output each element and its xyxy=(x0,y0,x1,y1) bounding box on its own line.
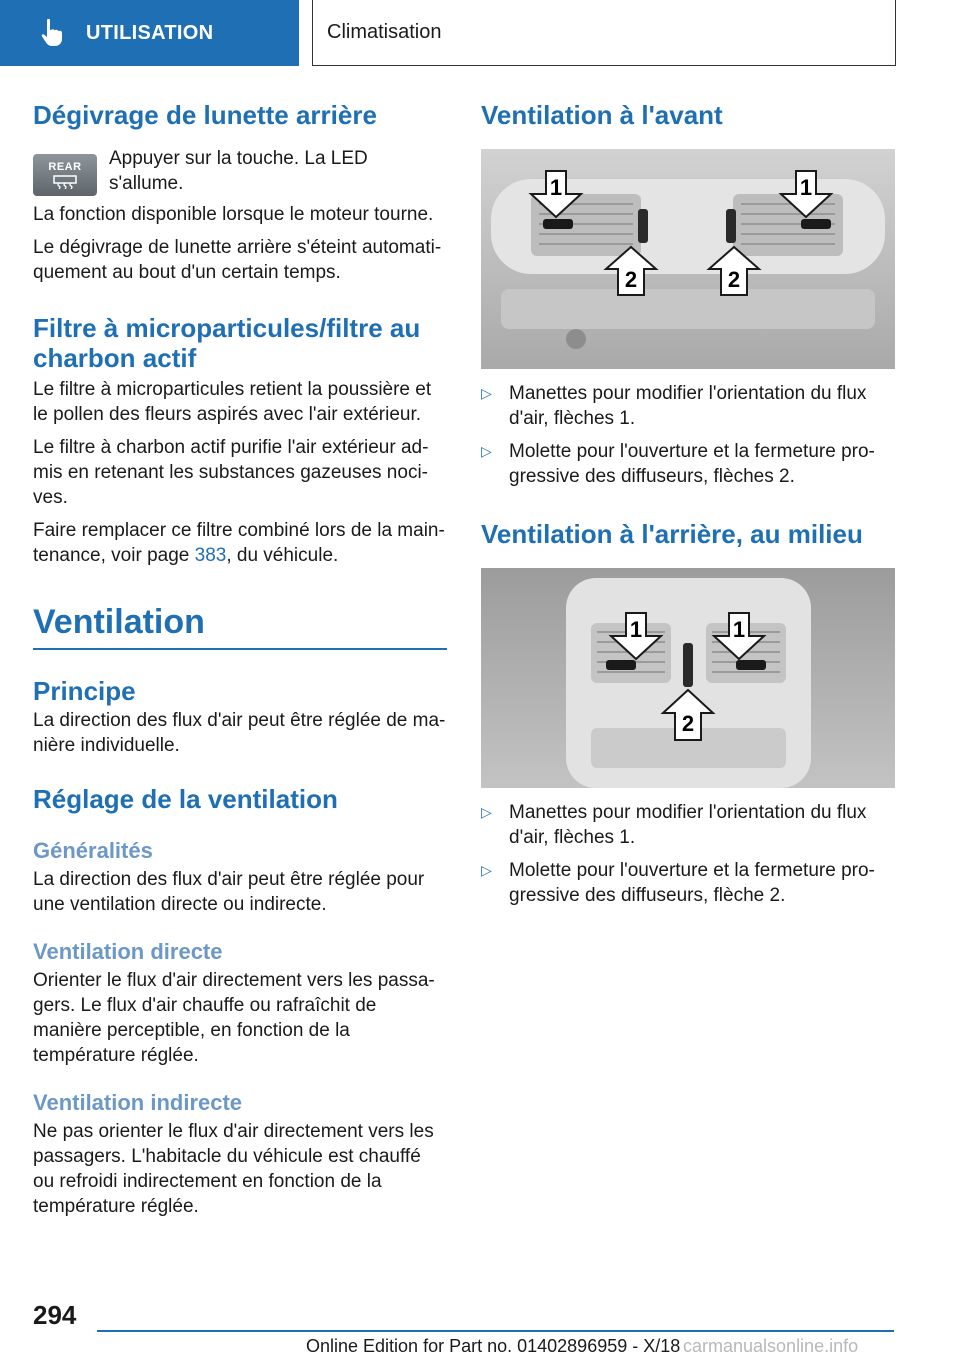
front-callout-2-left-label: 2 xyxy=(624,267,638,292)
indirecte-heading: Ventilation indirecte xyxy=(33,1090,243,1115)
section-tab xyxy=(0,0,299,66)
list-item: ▷ Molette pour l'ouverture et la fermeture progressive des diffuseurs, flèches 2. xyxy=(481,441,875,487)
edition-text: Online Edition for Part no. 01402896959 - X/18 xyxy=(306,1336,681,1356)
generalites-heading: Généralités xyxy=(33,838,153,863)
triangle-bullet-icon: ▷ xyxy=(481,862,492,878)
front-vents-photo xyxy=(481,149,895,369)
front-ventilation-heading: Ventilation à l'avant xyxy=(481,100,723,130)
rear-callout-1-right-label: 1 xyxy=(732,617,746,642)
triangle-bullet-icon: ▷ xyxy=(481,443,492,459)
rear-defrost-step: Appuyer sur la touche. La LED s'allume. xyxy=(109,148,368,194)
filter-text-1: Le filtre à microparticules retient la poussière et le pollen des fleurs aspirés avec l'air extérieur. xyxy=(33,379,432,425)
left-column xyxy=(33,100,447,1219)
front-bullet-list xyxy=(481,381,895,489)
rear-defrost-note: La fonction disponible lorsque le moteur tourne. xyxy=(33,204,434,225)
triangle-bullet-icon: ▷ xyxy=(481,385,492,401)
section-label: UTILISATION xyxy=(86,21,214,44)
right-column xyxy=(481,100,895,908)
front-callout-2-right-label: 2 xyxy=(727,267,741,292)
list-item: ▷ Manettes pour modifier l'orientation du flux d'air, flèches 1. xyxy=(481,802,867,848)
rear-vents-photo xyxy=(481,568,895,788)
rear-bullet-list xyxy=(481,800,895,908)
rear-ventilation-heading: Ventilation à l'arrière, au milieu xyxy=(481,519,863,549)
filter-text-3: Faire remplacer ce filtre combiné lors de la maintenance, voir page 383, du véhicule. xyxy=(33,520,445,566)
indirecte-text: Ne pas orienter le flux d'air directement vers les passagers. L'habitacle du véhicule est chauffé ou refroidi indirectement en fonction de la température réglée. xyxy=(33,1121,434,1217)
generalites-text: La direction des flux d'air peut être réglée pour une ventilation directe ou indirecte. xyxy=(33,869,425,915)
rear-button-label: REAR xyxy=(48,161,82,173)
rear-defrost-block xyxy=(33,146,447,285)
rear-defrost-icon xyxy=(33,154,97,196)
rear-defrost-heading: Dégivrage de lunette arrière xyxy=(33,100,377,130)
list-item: ▷ Molette pour l'ouverture et la fermeture progressive des diffuseurs, flèche 2. xyxy=(481,860,875,906)
rear-defrost-auto-off: Le dégivrage de lunette arrière s'éteint automatiquement au bout d'un certain temps. xyxy=(33,237,442,283)
pointing-hand-icon xyxy=(38,18,66,48)
triangle-bullet-icon: ▷ xyxy=(481,804,492,820)
principe-text: La direction des flux d'air peut être réglée de manière individuelle. xyxy=(33,710,446,756)
list-item: ▷ Manettes pour modifier l'orientation du flux d'air, flèches 1. xyxy=(481,383,867,429)
front-callout-1-left-label: 1 xyxy=(549,175,563,200)
principe-heading: Principe xyxy=(33,676,136,706)
heading-rule xyxy=(33,648,447,650)
chapter-header xyxy=(312,0,896,66)
heater-lines-icon xyxy=(52,175,78,189)
page-link-383[interactable]: 383 xyxy=(194,545,227,566)
front-callout-1-right-label: 1 xyxy=(799,175,813,200)
rear-callout-1-left-label: 1 xyxy=(629,617,643,642)
ventilation-heading: Ventilation xyxy=(33,603,205,641)
rear-callout-2-label: 2 xyxy=(681,711,695,736)
footer-rule xyxy=(97,1330,894,1332)
filter-heading: Filtre à microparticules/filtre au charbon actif xyxy=(33,313,421,373)
directe-text: Orienter le flux d'air directement vers les passagers. Le flux d'air chauffe ou rafraîchit de manière perceptible, en fonction de la température réglée. xyxy=(33,970,435,1066)
watermark-text: carmanualsonline.info xyxy=(683,1336,859,1356)
filter-text-2: Le filtre à charbon actif purifie l'air extérieur admis en retenant les substances gazeuses nocives. xyxy=(33,437,429,508)
directe-heading: Ventilation directe xyxy=(33,939,223,964)
page-number: 294 xyxy=(33,1300,77,1330)
reglage-heading: Réglage de la ventilation xyxy=(33,784,338,814)
chapter-label: Climatisation xyxy=(327,21,442,43)
